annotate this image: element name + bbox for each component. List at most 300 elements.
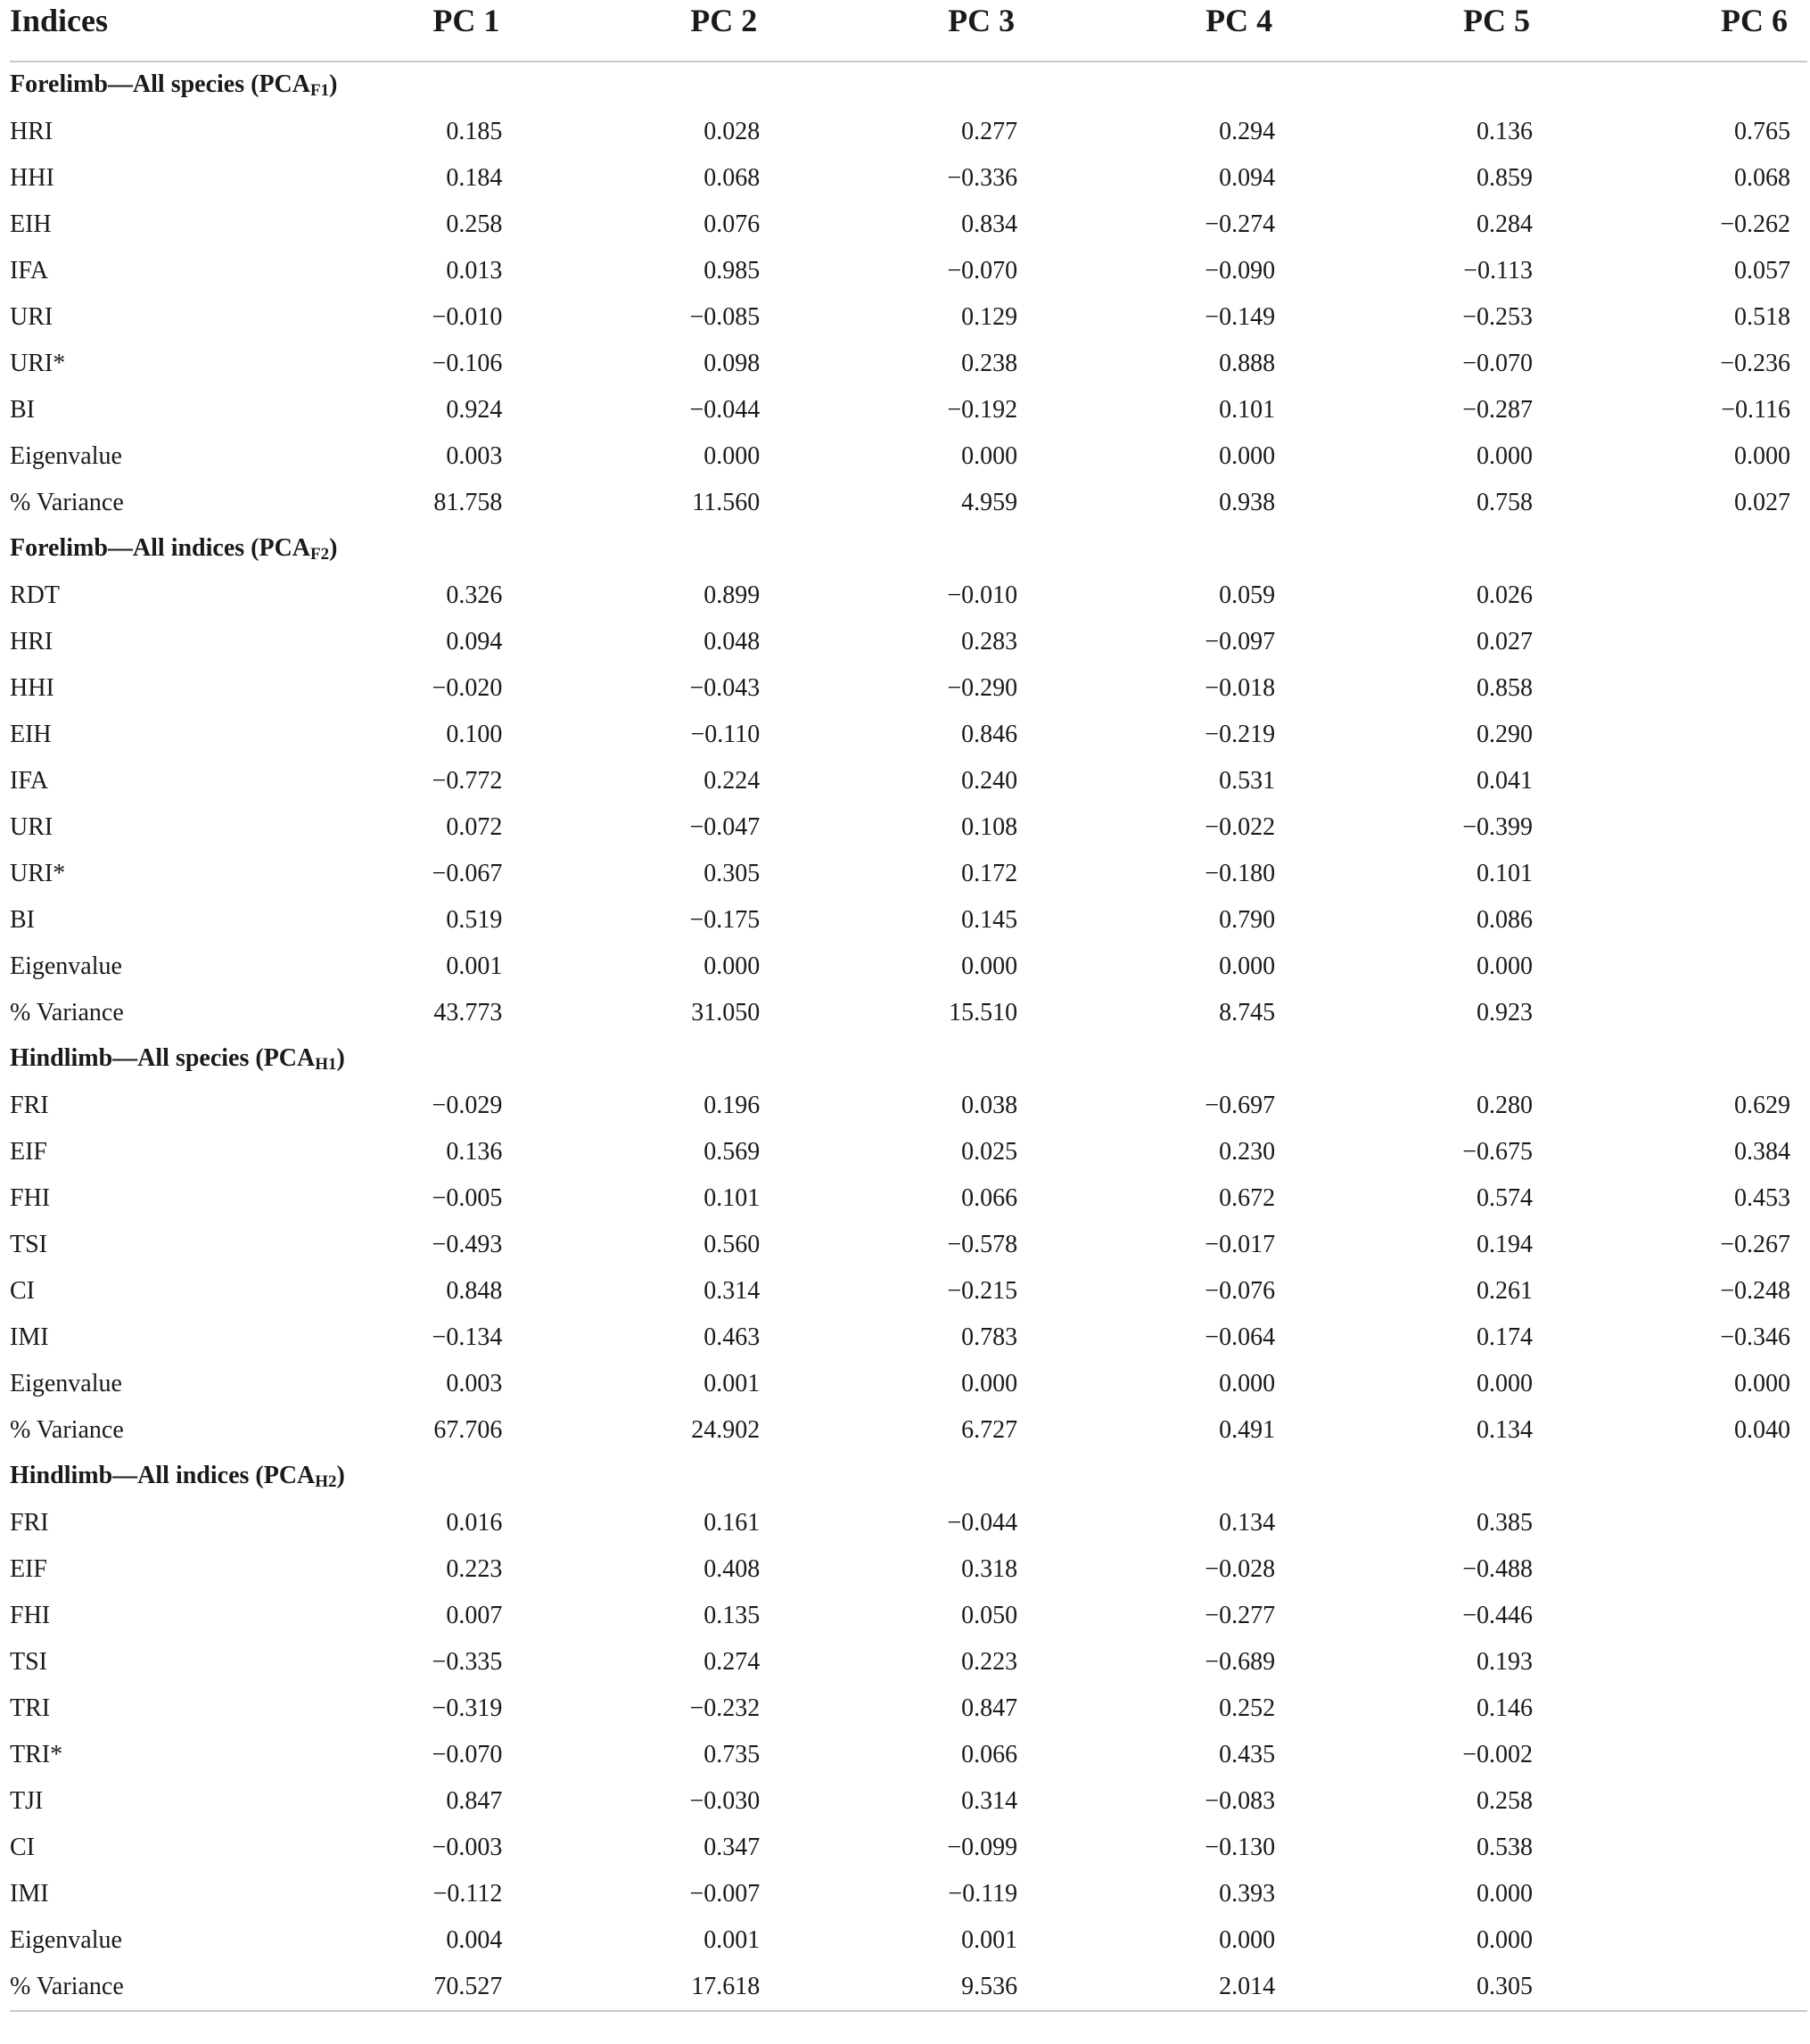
- table-row: [10, 109, 1807, 155]
- section-title-close: ): [329, 534, 338, 562]
- cell-pc2: 0.274: [703, 1648, 761, 1676]
- cell-pc5: 0.041: [1477, 767, 1534, 795]
- cell-pc3: 0.834: [961, 210, 1018, 238]
- cell-pc4: −0.083: [1205, 1787, 1276, 1815]
- cell-pc3: 4.959: [961, 489, 1018, 516]
- cell-pc4: 0.491: [1219, 1416, 1276, 1444]
- cell-pc4: −0.277: [1205, 1602, 1276, 1629]
- cell-pc4: 8.745: [1219, 999, 1276, 1026]
- cell-pc3: 0.223: [961, 1648, 1018, 1676]
- section-title-subscript: F1: [309, 81, 330, 100]
- section-row: [10, 1454, 1807, 1500]
- cell-pc4: 0.531: [1219, 767, 1276, 795]
- cell-pc3: 0.066: [961, 1741, 1018, 1768]
- table-row: [10, 433, 1807, 480]
- cell-pc2: 0.347: [703, 1834, 761, 1861]
- cell-pc3: 0.066: [961, 1184, 1018, 1212]
- row-label: EIH: [10, 210, 52, 238]
- cell-pc5: 0.134: [1477, 1416, 1534, 1444]
- cell-pc6: 0.027: [1734, 489, 1790, 516]
- row-label: TRI*: [10, 1741, 63, 1768]
- table-row: [10, 1546, 1807, 1593]
- cell-pc3: 0.129: [961, 303, 1018, 331]
- cell-pc4: −0.028: [1205, 1555, 1276, 1583]
- cell-pc4: 0.393: [1219, 1880, 1276, 1908]
- cell-pc4: −0.090: [1205, 257, 1276, 284]
- cell-pc5: 0.027: [1477, 628, 1534, 655]
- cell-pc2: 0.028: [703, 118, 761, 145]
- row-label: Eigenvalue: [10, 952, 122, 980]
- row-label: HHI: [10, 674, 54, 702]
- row-label: EIF: [10, 1138, 47, 1166]
- table-row: [10, 1315, 1807, 1361]
- row-label: FHI: [10, 1184, 51, 1212]
- cell-pc5: 0.858: [1477, 674, 1534, 702]
- table-row: [10, 1222, 1807, 1268]
- row-label: TSI: [10, 1231, 47, 1258]
- cell-pc6: 0.040: [1734, 1416, 1790, 1444]
- cell-pc5: 0.574: [1477, 1184, 1534, 1212]
- cell-pc1: 81.758: [433, 489, 503, 516]
- cell-pc3: −0.070: [947, 257, 1018, 284]
- section-row: [10, 62, 1807, 109]
- cell-pc4: −0.064: [1205, 1323, 1276, 1351]
- cell-pc1: −0.010: [432, 303, 503, 331]
- cell-pc3: −0.215: [947, 1277, 1018, 1305]
- cell-pc1: −0.112: [432, 1880, 503, 1908]
- row-label: % Variance: [10, 1416, 124, 1444]
- cell-pc6: 0.384: [1734, 1138, 1790, 1166]
- cell-pc4: 0.672: [1219, 1184, 1276, 1212]
- header-pc5: PC 5: [1463, 3, 1531, 38]
- table-row: [10, 1639, 1807, 1685]
- cell-pc1: 0.001: [446, 952, 503, 980]
- cell-pc2: 0.224: [703, 767, 761, 795]
- table-header: [10, 0, 1807, 62]
- cell-pc6: 0.000: [1734, 442, 1790, 470]
- cell-pc5: 0.538: [1477, 1834, 1534, 1861]
- cell-pc4: −0.130: [1205, 1834, 1276, 1861]
- cell-pc5: −0.488: [1462, 1555, 1534, 1583]
- row-label: Eigenvalue: [10, 1370, 122, 1397]
- row-label: URI*: [10, 860, 66, 887]
- cell-pc1: 0.848: [446, 1277, 503, 1305]
- cell-pc4: 0.134: [1219, 1509, 1276, 1537]
- cell-pc5: 0.000: [1477, 1370, 1534, 1397]
- cell-pc3: 0.847: [961, 1694, 1018, 1722]
- cell-pc2: −0.085: [689, 303, 761, 331]
- cell-pc5: −0.002: [1462, 1741, 1534, 1768]
- cell-pc6: [1550, 804, 1807, 851]
- cell-pc1: −0.335: [432, 1648, 503, 1676]
- cell-pc1: 0.007: [446, 1602, 503, 1629]
- cell-pc6: [1550, 1546, 1807, 1593]
- table-row: [10, 294, 1807, 341]
- cell-pc6: [1550, 712, 1807, 758]
- row-label: URI*: [10, 350, 66, 377]
- row-label: BI: [10, 906, 35, 934]
- cell-pc2: 0.463: [703, 1323, 761, 1351]
- row-label: FRI: [10, 1092, 49, 1119]
- cell-pc1: −0.106: [432, 350, 503, 377]
- cell-pc3: −0.290: [947, 674, 1018, 702]
- cell-pc3: −0.010: [947, 581, 1018, 609]
- section-title: [10, 1454, 1807, 1500]
- row-label: URI: [10, 813, 53, 841]
- cell-pc6: [1550, 851, 1807, 897]
- cell-pc4: 0.000: [1219, 1370, 1276, 1397]
- section-title-text: Hindlimb—All indices (PCA: [10, 1462, 316, 1489]
- cell-pc1: −0.003: [432, 1834, 503, 1861]
- cell-pc5: 0.000: [1477, 952, 1534, 980]
- cell-pc4: −0.180: [1205, 860, 1276, 887]
- row-label: HRI: [10, 118, 53, 145]
- cell-pc3: −0.044: [947, 1509, 1018, 1537]
- cell-pc5: −0.399: [1462, 813, 1534, 841]
- cell-pc1: 0.258: [446, 210, 503, 238]
- cell-pc1: −0.070: [432, 1741, 503, 1768]
- cell-pc6: 0.453: [1734, 1184, 1790, 1212]
- section-row: [10, 1036, 1807, 1083]
- cell-pc6: 0.068: [1734, 164, 1790, 192]
- cell-pc4: 0.000: [1219, 442, 1276, 470]
- header-pc3: PC 3: [948, 3, 1016, 38]
- row-label: % Variance: [10, 489, 124, 516]
- table-row: [10, 897, 1807, 944]
- table-row: [10, 1268, 1807, 1315]
- cell-pc3: −0.192: [947, 396, 1018, 424]
- cell-pc6: [1550, 665, 1807, 712]
- cell-pc3: 0.277: [961, 118, 1018, 145]
- cell-pc1: 0.100: [446, 721, 503, 748]
- cell-pc6: [1550, 1593, 1807, 1639]
- cell-pc2: 0.305: [703, 860, 761, 887]
- cell-pc6: [1550, 1871, 1807, 1917]
- pca-loadings-table: [10, 0, 1807, 2012]
- section-title-close: ): [336, 1462, 345, 1489]
- cell-pc5: 0.758: [1477, 489, 1534, 516]
- cell-pc6: [1550, 619, 1807, 665]
- cell-pc4: −0.018: [1205, 674, 1276, 702]
- cell-pc5: 0.193: [1477, 1648, 1534, 1676]
- cell-pc2: −0.110: [690, 721, 761, 748]
- cell-pc4: −0.274: [1205, 210, 1276, 238]
- table-row: [10, 1825, 1807, 1871]
- cell-pc5: −0.253: [1462, 303, 1534, 331]
- cell-pc5: −0.287: [1462, 396, 1534, 424]
- cell-pc3: 0.050: [961, 1602, 1018, 1629]
- cell-pc2: 0.314: [703, 1277, 761, 1305]
- cell-pc6: 0.518: [1734, 303, 1790, 331]
- cell-pc3: −0.119: [948, 1880, 1018, 1908]
- row-label: HRI: [10, 628, 53, 655]
- cell-pc3: 0.314: [961, 1787, 1018, 1815]
- row-label: IFA: [10, 257, 49, 284]
- cell-pc1: 0.223: [446, 1555, 503, 1583]
- table-row: [10, 480, 1807, 526]
- section-title-subscript: F2: [310, 545, 330, 564]
- section-title-subscript: H2: [315, 1472, 337, 1491]
- cell-pc3: 0.000: [961, 952, 1018, 980]
- header-indices: Indices: [10, 3, 109, 38]
- table-row: [10, 248, 1807, 294]
- table-row: [10, 1778, 1807, 1825]
- cell-pc2: 0.001: [703, 1926, 761, 1954]
- table-row: [10, 155, 1807, 202]
- cell-pc4: −0.022: [1205, 813, 1276, 841]
- cell-pc1: 0.847: [446, 1787, 503, 1815]
- cell-pc1: 0.013: [446, 257, 503, 284]
- cell-pc6: [1550, 1964, 1807, 2011]
- row-label: Eigenvalue: [10, 1926, 122, 1954]
- cell-pc6: [1550, 573, 1807, 619]
- cell-pc2: 0.196: [703, 1092, 761, 1119]
- cell-pc5: 0.000: [1477, 1926, 1534, 1954]
- table-row: [10, 1083, 1807, 1129]
- cell-pc5: 0.174: [1477, 1323, 1534, 1351]
- cell-pc3: 15.510: [949, 999, 1018, 1026]
- row-label: EIH: [10, 721, 52, 748]
- section-title: [10, 62, 1807, 109]
- cell-pc4: −0.097: [1205, 628, 1276, 655]
- cell-pc5: 0.258: [1477, 1787, 1534, 1815]
- table-row: [10, 1407, 1807, 1454]
- cell-pc5: 0.261: [1477, 1277, 1534, 1305]
- cell-pc1: 70.527: [433, 1973, 503, 2000]
- cell-pc1: −0.005: [432, 1184, 503, 1212]
- cell-pc6: [1550, 990, 1807, 1036]
- cell-pc6: 0.057: [1734, 257, 1790, 284]
- table-row: [10, 712, 1807, 758]
- cell-pc5: 0.305: [1477, 1973, 1534, 2000]
- cell-pc1: −0.029: [432, 1092, 503, 1119]
- row-label: TRI: [10, 1694, 51, 1722]
- cell-pc2: 0.161: [703, 1509, 761, 1537]
- cell-pc4: −0.219: [1205, 721, 1276, 748]
- cell-pc2: −0.175: [689, 906, 761, 934]
- cell-pc6: [1550, 1778, 1807, 1825]
- cell-pc4: 0.094: [1219, 164, 1276, 192]
- cell-pc2: 0.569: [703, 1138, 761, 1166]
- cell-pc3: −0.099: [947, 1834, 1018, 1861]
- section-title-text: Forelimb—All species (PCA: [10, 70, 310, 98]
- cell-pc5: 0.000: [1477, 442, 1534, 470]
- cell-pc6: −0.262: [1720, 210, 1790, 238]
- table-row: [10, 990, 1807, 1036]
- cell-pc3: 0.783: [961, 1323, 1018, 1351]
- cell-pc3: −0.336: [947, 164, 1018, 192]
- cell-pc3: 0.001: [961, 1926, 1018, 1954]
- section-title-text: Hindlimb—All species (PCA: [10, 1044, 316, 1072]
- cell-pc2: 0.101: [703, 1184, 761, 1212]
- cell-pc1: 0.072: [446, 813, 503, 841]
- cell-pc2: 0.899: [703, 581, 761, 609]
- cell-pc4: 0.230: [1219, 1138, 1276, 1166]
- table-row: [10, 1732, 1807, 1778]
- cell-pc3: 0.000: [961, 442, 1018, 470]
- header-pc1: PC 1: [432, 3, 500, 38]
- row-label: BI: [10, 396, 35, 424]
- cell-pc4: −0.689: [1205, 1648, 1276, 1676]
- cell-pc5: −0.070: [1462, 350, 1534, 377]
- cell-pc5: 0.146: [1477, 1694, 1534, 1722]
- cell-pc6: [1550, 1639, 1807, 1685]
- cell-pc2: −0.043: [689, 674, 761, 702]
- section-title-close: ): [336, 1044, 345, 1072]
- cell-pc2: 24.902: [691, 1416, 761, 1444]
- cell-pc2: 0.076: [703, 210, 761, 238]
- cell-pc3: 6.727: [961, 1416, 1018, 1444]
- cell-pc1: 43.773: [433, 999, 503, 1026]
- cell-pc6: [1550, 1917, 1807, 1964]
- cell-pc2: 0.068: [703, 164, 761, 192]
- cell-pc3: 0.145: [961, 906, 1018, 934]
- cell-pc2: 0.000: [703, 442, 761, 470]
- cell-pc2: 31.050: [691, 999, 761, 1026]
- cell-pc4: 0.435: [1219, 1741, 1276, 1768]
- section-title: [10, 526, 1807, 573]
- cell-pc1: 0.094: [446, 628, 503, 655]
- cell-pc2: 17.618: [691, 1973, 761, 2000]
- table-row: [10, 202, 1807, 248]
- row-label: % Variance: [10, 1973, 124, 2000]
- cell-pc2: 0.408: [703, 1555, 761, 1583]
- header-pc6: PC 6: [1721, 3, 1788, 38]
- cell-pc4: −0.697: [1205, 1092, 1276, 1119]
- cell-pc1: 0.136: [446, 1138, 503, 1166]
- cell-pc1: 0.003: [446, 442, 503, 470]
- row-label: FHI: [10, 1602, 51, 1629]
- table-row: [10, 1917, 1807, 1964]
- cell-pc6: −0.248: [1720, 1277, 1790, 1305]
- cell-pc3: 0.038: [961, 1092, 1018, 1119]
- cell-pc2: 11.560: [692, 489, 761, 516]
- table-row: [10, 387, 1807, 433]
- table-row: [10, 1129, 1807, 1175]
- cell-pc2: 0.985: [703, 257, 761, 284]
- cell-pc2: −0.044: [689, 396, 761, 424]
- section-title-close: ): [329, 70, 338, 98]
- table-row: [10, 1175, 1807, 1222]
- cell-pc2: 0.560: [703, 1231, 761, 1258]
- row-label: CI: [10, 1834, 35, 1861]
- cell-pc1: 0.004: [446, 1926, 503, 1954]
- cell-pc5: 0.086: [1477, 906, 1534, 934]
- header-row: [10, 0, 1807, 62]
- table-row: [10, 851, 1807, 897]
- cell-pc2: 0.735: [703, 1741, 761, 1768]
- table-row: [10, 341, 1807, 387]
- cell-pc6: −0.267: [1720, 1231, 1790, 1258]
- cell-pc4: −0.149: [1205, 303, 1276, 331]
- row-label: CI: [10, 1277, 35, 1305]
- cell-pc5: 0.284: [1477, 210, 1534, 238]
- cell-pc5: −0.113: [1463, 257, 1534, 284]
- cell-pc3: 0.240: [961, 767, 1018, 795]
- cell-pc4: −0.076: [1205, 1277, 1276, 1305]
- cell-pc3: 0.172: [961, 860, 1018, 887]
- cell-pc1: 0.016: [446, 1509, 503, 1537]
- cell-pc2: 0.000: [703, 952, 761, 980]
- table-body: [10, 62, 1807, 2011]
- cell-pc3: 0.000: [961, 1370, 1018, 1397]
- cell-pc2: 0.001: [703, 1370, 761, 1397]
- cell-pc5: 0.000: [1477, 1880, 1534, 1908]
- cell-pc4: 0.000: [1219, 952, 1276, 980]
- cell-pc5: 0.194: [1477, 1231, 1534, 1258]
- cell-pc3: 9.536: [961, 1973, 1018, 2000]
- header-pc2: PC 2: [690, 3, 758, 38]
- cell-pc5: 0.026: [1477, 581, 1534, 609]
- header-pc4: PC 4: [1205, 3, 1273, 38]
- cell-pc2: 0.048: [703, 628, 761, 655]
- section-title: [10, 1036, 1807, 1083]
- cell-pc4: 0.101: [1219, 396, 1276, 424]
- cell-pc1: −0.319: [432, 1694, 503, 1722]
- cell-pc1: 0.184: [446, 164, 503, 192]
- table-row: [10, 944, 1807, 990]
- table-row: [10, 573, 1807, 619]
- cell-pc2: 0.098: [703, 350, 761, 377]
- cell-pc5: 0.280: [1477, 1092, 1534, 1119]
- cell-pc1: −0.772: [432, 767, 503, 795]
- row-label: HHI: [10, 164, 54, 192]
- cell-pc2: −0.007: [689, 1880, 761, 1908]
- cell-pc3: 0.283: [961, 628, 1018, 655]
- cell-pc1: −0.020: [432, 674, 503, 702]
- cell-pc6: 0.629: [1734, 1092, 1790, 1119]
- cell-pc6: [1550, 944, 1807, 990]
- cell-pc3: 0.238: [961, 350, 1018, 377]
- cell-pc4: 0.252: [1219, 1694, 1276, 1722]
- cell-pc5: 0.923: [1477, 999, 1534, 1026]
- section-title-subscript: H1: [315, 1055, 337, 1074]
- cell-pc5: 0.290: [1477, 721, 1534, 748]
- cell-pc4: 0.790: [1219, 906, 1276, 934]
- section-row: [10, 526, 1807, 573]
- row-label: TSI: [10, 1648, 47, 1676]
- table-row: [10, 1964, 1807, 2011]
- row-label: TJI: [10, 1787, 44, 1815]
- cell-pc4: 2.014: [1219, 1973, 1276, 2000]
- cell-pc6: [1550, 1500, 1807, 1546]
- section-title-text: Forelimb—All indices (PCA: [10, 534, 311, 562]
- cell-pc1: 0.326: [446, 581, 503, 609]
- cell-pc3: 0.318: [961, 1555, 1018, 1583]
- table-row: [10, 665, 1807, 712]
- cell-pc4: 0.059: [1219, 581, 1276, 609]
- row-label: FRI: [10, 1509, 49, 1537]
- row-label: % Variance: [10, 999, 124, 1026]
- table-row: [10, 1500, 1807, 1546]
- cell-pc6: [1550, 1825, 1807, 1871]
- cell-pc4: −0.017: [1205, 1231, 1276, 1258]
- cell-pc1: 0.003: [446, 1370, 503, 1397]
- cell-pc6: [1550, 897, 1807, 944]
- cell-pc2: 0.135: [703, 1602, 761, 1629]
- cell-pc3: 0.025: [961, 1138, 1018, 1166]
- cell-pc6: 0.765: [1734, 118, 1790, 145]
- cell-pc2: −0.232: [689, 1694, 761, 1722]
- cell-pc4: 0.294: [1219, 118, 1276, 145]
- cell-pc2: −0.047: [689, 813, 761, 841]
- cell-pc5: 0.859: [1477, 164, 1534, 192]
- cell-pc1: 67.706: [433, 1416, 503, 1444]
- cell-pc5: 0.385: [1477, 1509, 1534, 1537]
- cell-pc6: −0.346: [1720, 1323, 1790, 1351]
- cell-pc5: −0.446: [1462, 1602, 1534, 1629]
- row-label: URI: [10, 303, 53, 331]
